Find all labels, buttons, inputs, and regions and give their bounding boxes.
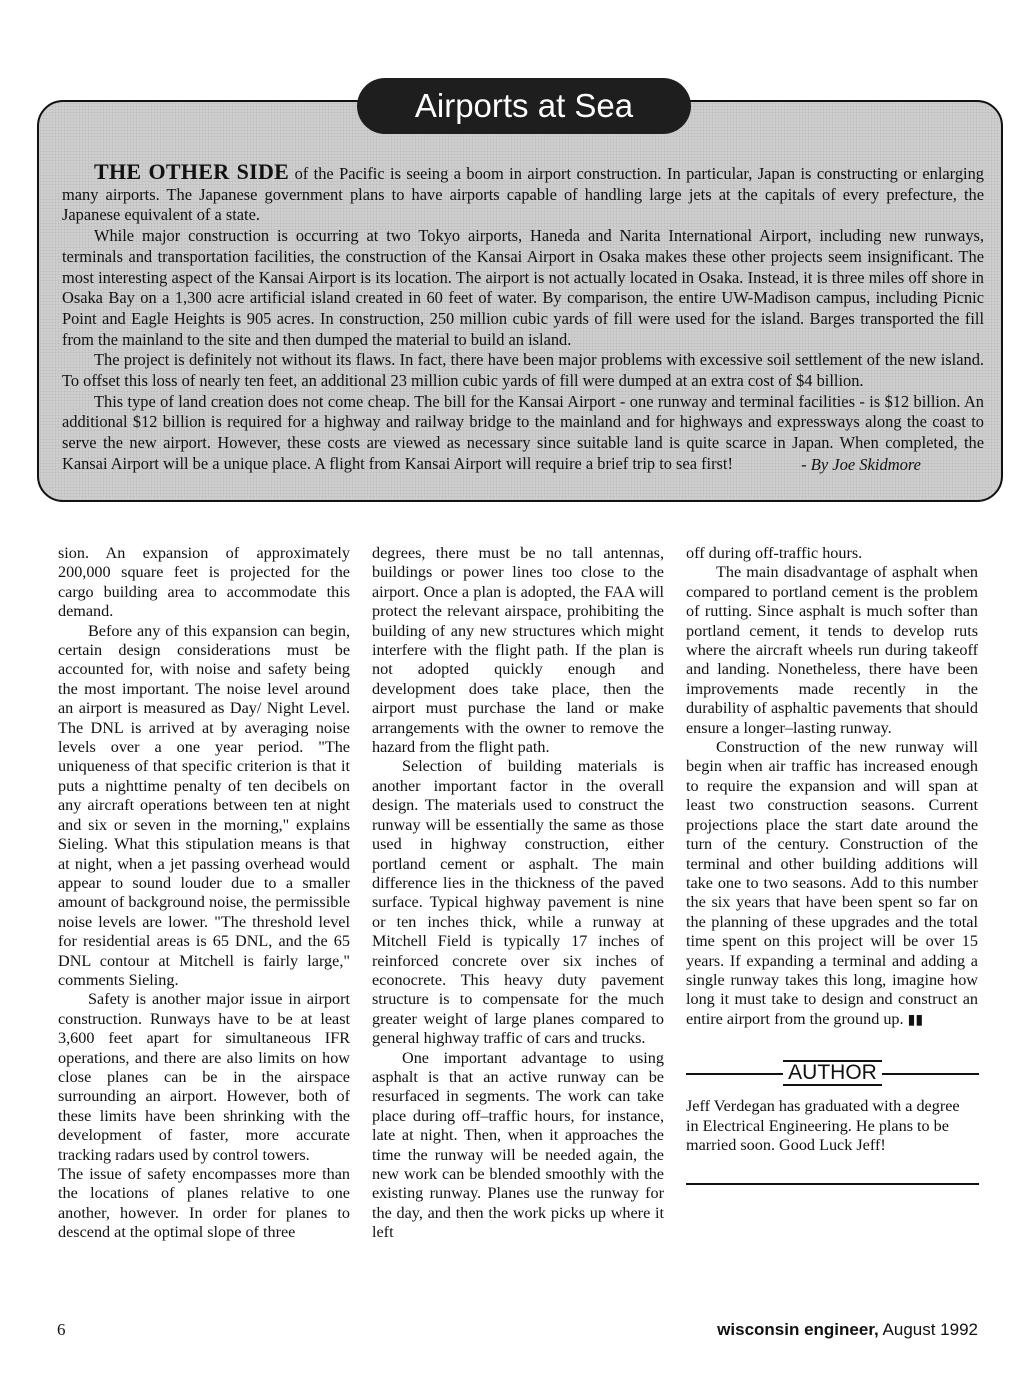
column-paragraph: off during off-traffic hours. (686, 544, 863, 562)
column-paragraph-text: Construction of the new runway will begin when air traffic has increased enough to require the expansion and will span at least two construction seasons. Current projections place the start date around the turn of the century. Construction of the terminal and other building additions will take one to two seasons. Add to this number the six years that have been spent so far on the planning of these upgrades and the total time spent on this project will be over 15 years. If expanding a terminal and adding a single runway takes this long, imagine how long it must take to design and construct an entire airport from the ground up. (686, 738, 978, 1028)
author-heading (686, 1058, 979, 1088)
end-mark-icon: ▮▮ (907, 1010, 924, 1027)
column-paragraph: One important advantage to using asphalt is that an active runway can be resurfaced in segments. The work can take place during off–traffic hours, for instance, late at night. Then, when it approaches the time the runway will be needed again, the new work can be blended smoothly with the existing runway. Planes use the runway for the day, and then the work picks up where it left (372, 1048, 664, 1242)
author-heading-label: AUTHOR (783, 1060, 882, 1086)
column-paragraph (686, 738, 978, 1029)
article-column-3 (686, 544, 978, 1029)
article-column-1 (58, 544, 350, 1243)
column-paragraph: The issue of safety encompasses more than the locations of planes relative to one another, however. In order for planes to descend at the optimal slope of three (58, 1165, 350, 1242)
sidebar-body (62, 159, 984, 475)
column-paragraph: Safety is another major issue in airport construction. Runways have to be at least 3,600 feet apart for simultaneous IFR operations, and there are also limits on how close planes can be in the airspace surrounding an airport. However, both of these limits have been shrinking with the development of faster, more accurate tracking radars used by control towers. (58, 990, 350, 1164)
page-number: 6 (57, 1320, 66, 1339)
column-paragraph: The main disadvantage of asphalt when compared to portland cement is the problem of rutting. Since asphalt is much softer than portland cement, it tends to develop ruts where the aircraft wheels run during takeoff and landing. Nonetheless, there have been improvements made recently in the durability of asphaltic pavements that should ensure a longer–lasting runway. (686, 563, 978, 737)
issue-date: August 1992 (878, 1320, 978, 1339)
sidebar-paragraph-text: of the Pacific is seeing a boom in airport construction. In particular, Japan is constructing or enlarging many airports. The Japanese government plans to have airports capable of handling large jets at the capitals of every prefecture, the Japanese equivalent of a state. (62, 164, 984, 225)
sidebar-title: Airports at Sea (357, 78, 691, 134)
footer-publication (717, 1320, 978, 1340)
sidebar-paragraph (62, 159, 984, 226)
sidebar-byline: - By Joe Skidmore (801, 455, 921, 474)
sidebar-paragraph: The project is definitely not without its flaws. In fact, there have been major problems with excessive soil settlement of the new island. To offset this loss of nearly ten feet, an additional 23 million cubic yards of fill were dumped at an extra cost of $4 billion. (62, 350, 984, 391)
column-paragraph: sion. An expansion of approximately 200,000 square feet is projected for the cargo building area to accommodate this demand. (58, 544, 350, 621)
article-column-2 (372, 544, 664, 1243)
column-paragraph: Selection of building materials is another important factor in the overall design. The materials used to construct the runway will be essentially the same as those used in highway construction, either portland cement or asphalt. The main difference lies in the thickness of the paved surface. Typical highway pavement is nine or ten inches thick, while a runway at Mitchell Field is typically 17 inches of reinforced concrete over six inches of econocrete. This heavy duty pavement structure is to compensate for the much greater weight of large planes compared to general highway traffic of cars and trucks. (372, 757, 664, 1048)
divider (686, 1073, 783, 1075)
column-paragraph: degrees, there must be no tall antennas, buildings or power lines too close to the airport. Once a plan is adopted, the FAA will protect the relevant airspace, prohibiting the building of any new structures which might interfere with the flight path. If the plan is not adopted quickly enough and development does take place, then the airport must purchase the land or make arrangements with the owner to remove the hazard from the flight path. (372, 544, 664, 757)
divider (882, 1073, 979, 1075)
sidebar-paragraph: This type of land creation does not come cheap. The bill for the Kansai Airport - one runway and terminal facilities - is $12 billion. An additional $12 billion is required for a highway and railway bridge to the mainland and for highways and expressways along the coast to serve the new airport. However, these costs are viewed as necessary since suitable land is quite scarce in Japan. When completed, the Kansai Airport will be a unique place. A flight from Kansai Airport will require a brief trip to sea first! (62, 391, 984, 473)
author-bio: Jeff Verdegan has graduated with a degree in Electrical Engineering. He plans to be married soon. Good Luck Jeff! (686, 1097, 960, 1155)
publication-name: wisconsin engineer, (717, 1320, 879, 1339)
lead-in: THE OTHER SIDE (94, 159, 290, 184)
sidebar-paragraph: While major construction is occurring at two Tokyo airports, Haneda and Narita International Airport, including new runways, terminals and transportation facilities, the construction of the Kansai Airport in Osaka makes these other projects seem insignificant. The most interesting aspect of the Kansai Airport is its location. The airport is not actually located in Osaka. Instead, it is three miles off shore in Osaka Bay on a 1,300 acre artificial island created in 60 feet of water. By comparison, the entire UW-Madison campus, including Picnic Point and Eagle Heights is 905 acres. In construction, 250 million cubic yards of fill were used for the island. Barges transported the fill from the mainland to the site and then dumped the material to build an island. (62, 226, 984, 349)
divider (686, 1183, 979, 1185)
column-paragraph: Before any of this expansion can begin, certain design considerations must be accounted for, with noise and safety being the most important. The noise level around an airport is measured as Day/ Night Level. The DNL is arrived at by averaging noise levels over a one year period. "The uniqueness of that specific criterion is that it puts a nighttime penalty of ten decibels on any aircraft operations between ten at night and six or seven in the morning," explains Sieling. What this stipulation means is that at night, when a jet passing overhead would appear to sound louder due to a smaller amount of background noise, the permissible noise levels are lower. "The threshold level for residential areas is 65 DNL, and the 65 DNL contour at Mitchell is fairly large," comments Sieling. (58, 621, 350, 989)
